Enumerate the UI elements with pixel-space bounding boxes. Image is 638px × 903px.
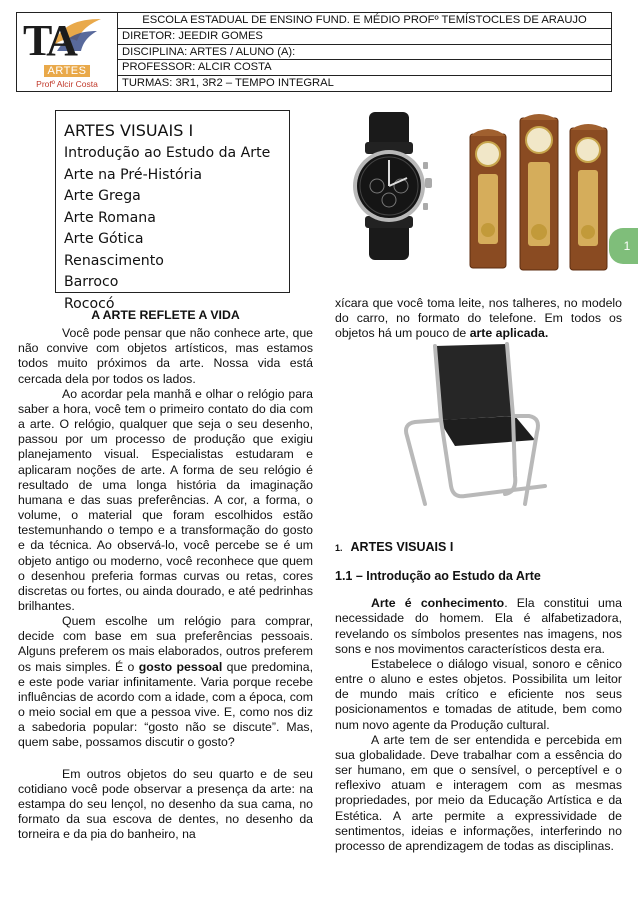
right-column-main (335, 540, 622, 854)
grandfather-clocks-image (466, 114, 611, 274)
class-list: TURMAS: 3R1, 3R2 – TEMPO INTEGRAL (122, 77, 334, 90)
page-number-badge: 1 (609, 228, 638, 264)
right-column-top (335, 296, 622, 341)
contents-item: Arte Gótica (64, 231, 144, 247)
paragraph: Estabelece o diálogo visual, sonoro e cênico entre o aluno e estes objetos. Possibilita um leitor de mundo mais crítico e eficiente nos seus posicionamentos e tomadas de atitude, bem como num novo agente da Produção cultural. (335, 656, 622, 732)
contents-title: ARTES VISUAIS I (64, 121, 194, 140)
subject-student: DISCIPLINA: ARTES / ALUNO (A): (118, 45, 611, 61)
bold-term: Arte é conhecimento (371, 596, 505, 611)
school-name: ESCOLA ESTADUAL DE ENSINO FUND. E MÉDIO PROFº TEMÍSTOCLES DE ARAUJO (118, 13, 611, 29)
contents-item: Arte Romana (64, 209, 156, 226)
wristwatch-image (335, 112, 443, 260)
bold-term: gosto pessoal (138, 659, 223, 674)
paragraph: xícara que você toma leite, nos talheres, no modelo do carro, no formato do telefone. Em todos os objetos há um pouco de arte aplicada. (335, 296, 622, 341)
paragraph: A arte tem de ser entendida e percebida em sua globalidade. Deve trabalhar com a essência do ser humano, em que o sensível, o perceptível e o reflexivo atuam e interagem com as mesmas propriedades, por meio da Educação Artística e da Estética. A arte permite a expressividade de sentimentos, ideias e informações, interferindo no processo de aprendizagem de todas as disciplinas. (335, 732, 622, 853)
paragraph: Você pode pensar que não conhece arte, que não convive com objetos artísticos, mas estamos todos muito próximos da arte. Nossa vida está cercada dela por todos os lados. (18, 326, 313, 386)
teacher-name: PROFESSOR: ALCIR COSTA (118, 60, 611, 76)
contents-item: Arte na Pré-História (64, 166, 203, 183)
contents-item: Introdução ao Estudo da Arte (64, 145, 271, 161)
paragraph: Arte é conhecimento. Ela constitui uma necessidade do homem. Ela é alfabetizadora, revelando os símbolos presentes nas imagens, nos sons e nos movimentos característicos desta era. (335, 596, 622, 656)
contents-item: Rococó (64, 295, 115, 312)
contents-item: Barroco (64, 274, 119, 290)
bold-term: arte aplicada. (469, 326, 549, 341)
subsection-title: 1.1 – Introdução ao Estudo da Arte (335, 569, 541, 584)
header-info (118, 13, 611, 91)
chair-image (395, 336, 555, 510)
contents-item: Arte Grega (64, 188, 141, 204)
paragraph: Ao acordar pela manhã e olhar o relógio para saber a hora, você tem o primeiro contato do dia com a arte. O relógio, qualquer que seja o seu desenho, passou por um processo de produção que exigiu planejamento visual. Especialistas estudaram e aplicaram noções de arte. A forma de seu relógio é resultado de uma longa história da imaginação humana e das suas preferências. A cor, a forma, o volume, o material que foram escolhidos estão testemunhando o tempo e a transformação do gosto e da técnica. Ao observá-lo, você percebe se é um objeto antigo ou moderno, você reconhece que quem o desenhou preferia formas curvas ou retas, cores discretas ou fortes, ou ainda dourado, e até pedrinhas brilhantes. (18, 386, 313, 613)
logo-prof-label: Profº Alcir Costa (36, 79, 98, 89)
logo-artes-label: ARTES (17, 65, 117, 77)
left-column (18, 308, 313, 842)
paragraph: Em outros objetos do seu quarto e de seu cotidiano você pode observar a presença da arte: na estampa do seu lençol, no desenho da sua cama, no formato da sua escova de dentes, no desenho da torneira e da pia do banheiro, na (18, 766, 313, 842)
logo-letters: TA (23, 16, 75, 65)
school-logo (17, 13, 118, 91)
paragraph: Quem escolhe um relógio para comprar, decide com base em sua preferências pessoais. Alguns preferem os mais elaborados, outros preferem os mais simples. É o gosto pessoal que predomina, e este pode variar infinitamente. Varia porque recebe influências de acordo com a idade, com a época, com o meio social em que a pessoa vive. E, como nos diz a sabedoria popular: “gosto não se discute”. Mas, quem sabe, possamos discutir o gosto? (18, 614, 313, 750)
section-heading: A ARTE REFLETE A VIDA (91, 308, 240, 322)
document-header (16, 12, 612, 92)
contents-box (55, 110, 290, 312)
director-name: DIRETOR: JEEDIR GOMES (118, 29, 611, 45)
contents-item: Renascimento (64, 252, 164, 269)
section-title: 1. ARTES VISUAIS I (335, 540, 454, 554)
